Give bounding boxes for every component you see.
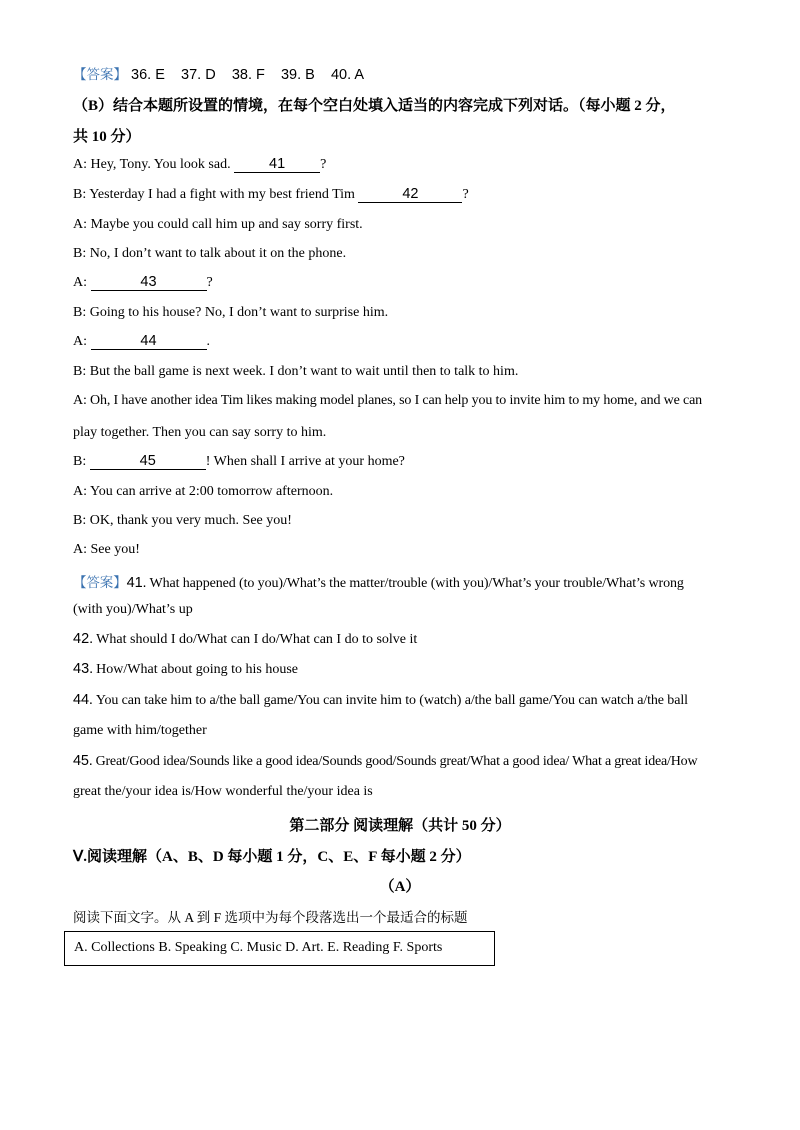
dialogue-line-2: B: Yesterday I had a fight with my best friend Tim 42 ? xyxy=(73,186,469,202)
dialogue-line-10: play together. Then you can say sorry to him. xyxy=(73,425,327,440)
blank-44[interactable]: 44 xyxy=(91,334,207,350)
answer-43: 43. How/What about going to his house xyxy=(73,661,298,677)
answer-45-line-1: 45. Great/Good idea/Sounds like a good idea/Sounds good/Sounds great/What a good idea/ What a great idea/How xyxy=(73,753,698,769)
dialogue-line-13: B: OK, thank you very much. See you! xyxy=(73,513,292,528)
answer-41-line-1: 【答案】41. What happened (to you)/What’s the matter/trouble (with you)/What’s your trouble/What’s wrong xyxy=(73,575,684,591)
blank-45[interactable]: 45 xyxy=(90,454,206,470)
answer-tag: 【答案】 xyxy=(73,67,127,83)
dialogue-text: B: Yesterday I had a fight with my best friend Tim xyxy=(73,187,359,202)
previous-answers-line xyxy=(73,63,364,84)
dialogue-line-5: A: 43 ? xyxy=(73,274,213,290)
answer-41-line-2: (with you)/What’s up xyxy=(73,602,193,617)
dialogue-line-14: A: See you! xyxy=(73,542,140,557)
dialogue-line-12: A: You can arrive at 2:00 tomorrow afternoon. xyxy=(73,484,334,499)
dialogue-line-1: A: Hey, Tony. You look sad. 41 ? xyxy=(73,156,327,172)
dialogue-line-3: A: Maybe you could call him up and say sorry first. xyxy=(73,217,363,232)
options-box xyxy=(64,931,495,966)
sub-section-a-title: （A） xyxy=(379,879,421,895)
section-v-title: Ⅴ.阅读理解（A、B、D 每小题 1 分，C、E、F 每小题 2 分） xyxy=(73,849,471,865)
options-list: A. Collections B. Speaking C. Music D. Art. E. Reading F. Sports xyxy=(74,940,443,955)
answer-38: 38. F xyxy=(231,67,265,83)
blank-43[interactable]: 43 xyxy=(91,275,207,291)
blank-41[interactable]: 41 xyxy=(234,157,320,173)
dialogue-line-6: B: Going to his house? No, I don’t want to surprise him. xyxy=(73,305,389,320)
answer-44-line-2: game with him/together xyxy=(73,723,207,738)
dialogue-text: A: xyxy=(73,275,91,290)
section-b-instruction-1: （B）结合本题所设置的情境，在每个空白处填入适当的内容完成下列对话。（每小题 2 分， xyxy=(73,98,676,114)
reading-instruction: 阅读下面文字。从 A 到 F 选项中为每个段落选出一个最适合的标题 xyxy=(73,910,468,925)
answer-45-line-2: great the/your idea is/How wonderful the/your idea is xyxy=(73,784,373,799)
dialogue-text: B: xyxy=(73,454,90,469)
answer-40: 40. A xyxy=(330,67,365,83)
answer-44-line-1: 44. You can take him to a/the ball game/You can invite him to (watch) a/the ball game/You can watch a/the ball xyxy=(73,692,688,708)
answer-37: 37. D xyxy=(181,67,216,83)
part-2-title: 第二部分 阅读理解（共计 50 分） xyxy=(289,818,511,834)
section-b-instruction-2: 共 10 分） xyxy=(73,129,141,145)
answer-42: 42. What should I do/What can I do/What can I do to solve it xyxy=(73,631,418,647)
answer-39: 39. B xyxy=(280,67,315,83)
dialogue-line-4: B: No, I don’t want to talk about it on the phone. xyxy=(73,246,347,261)
answer-tag: 【答案】 xyxy=(73,575,127,591)
dialogue-text: A: xyxy=(73,334,91,349)
dialogue-line-7: A: 44 . xyxy=(73,333,210,349)
answer-36: 36. E xyxy=(131,67,165,83)
dialogue-line-11: B: 45 ! When shall I arrive at your home? xyxy=(73,453,405,469)
dialogue-text: A: Hey, Tony. You look sad. xyxy=(73,157,235,172)
dialogue-line-9: A: Oh, I have another idea Tim likes making model planes, so I can help you to invite him to my home, and we can xyxy=(73,393,703,408)
blank-42[interactable]: 42 xyxy=(358,187,462,203)
dialogue-line-8: B: But the ball game is next week. I don’t want to wait until then to talk to him. xyxy=(73,364,519,379)
